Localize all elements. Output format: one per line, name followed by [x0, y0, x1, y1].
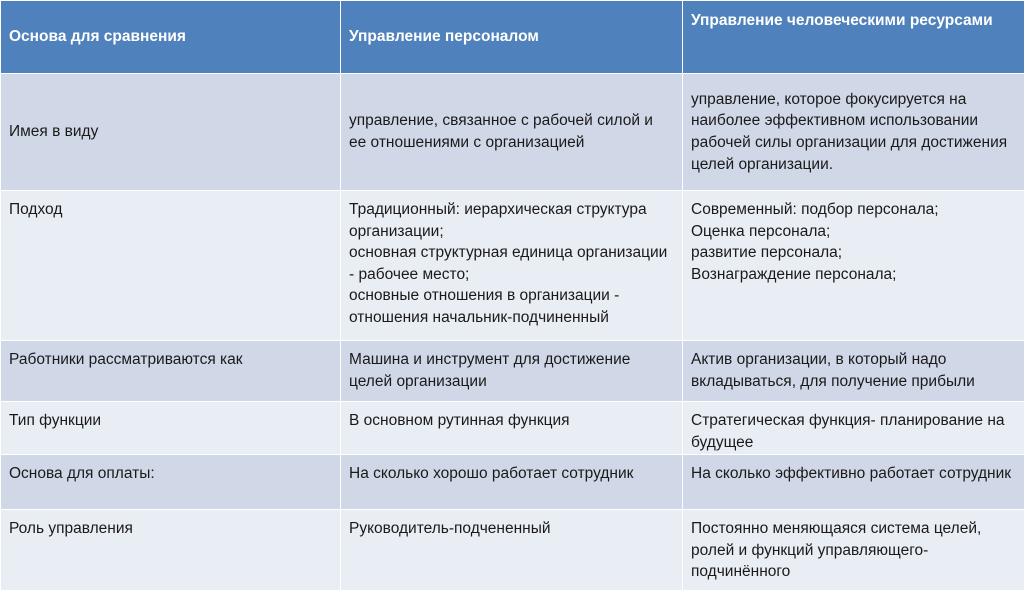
cell-personnel [341, 74, 683, 191]
cell-personnel [341, 455, 683, 510]
table-row [1, 455, 1024, 510]
cell-personnel [341, 191, 683, 341]
cell-personnel [341, 402, 683, 455]
table-row [1, 402, 1024, 455]
cell-basis [1, 402, 341, 455]
cell-text: Работники рассматриваются как [9, 341, 332, 371]
cell-text: управление, связанное с рабочей силой и ее отношениями с организацией [349, 112, 653, 151]
table-header-row [1, 1, 1024, 74]
cell-hr [683, 402, 1024, 455]
cell-text: Постоянно меняющаяся система целей, ролей и функций управляющего- подчинённого [691, 510, 1016, 583]
table-row [1, 191, 1024, 341]
cell-hr [683, 455, 1024, 510]
cell-text: Роль управления [9, 510, 332, 540]
cell-text: Традиционный: иерархическая структура организации; основная структурная единица организации - рабочее место; основные отношения в организации - отношения начальник-подчиненный [349, 191, 674, 329]
header-hr-management: Управление человеческими ресурсами [683, 1, 1024, 74]
header-personnel-management: Управление персоналом [341, 1, 683, 74]
cell-text: Руководитель-подчененный [349, 510, 674, 540]
cell-personnel [341, 510, 683, 591]
cell-text: Имея в виду [9, 123, 98, 140]
cell-basis [1, 510, 341, 591]
cell-text: Тип функции [9, 402, 332, 432]
cell-text: Актив организации, в который надо вкладываться, для получение прибыли [691, 341, 1016, 392]
table-row [1, 74, 1024, 191]
cell-hr [683, 510, 1024, 591]
cell-hr [683, 191, 1024, 341]
table-row [1, 341, 1024, 402]
cell-text: Основа для оплаты: [9, 455, 332, 485]
cell-text: управление, которое фокусируется на наиболее эффективном использовании рабочей силы организации для достижения целей организации. [691, 91, 1007, 173]
cell-text: В основном рутинная функция [349, 402, 674, 432]
cell-basis [1, 455, 341, 510]
cell-text: Машина и инструмент для достижение целей организации [349, 341, 674, 392]
table-row [1, 510, 1024, 591]
cell-text: Стратегическая функция- планирование на будущее [691, 402, 1016, 453]
cell-text: На сколько эффективно работает сотрудник [691, 455, 1016, 485]
cell-basis [1, 191, 341, 341]
cell-text: На сколько хорошо работает сотрудник [349, 455, 674, 485]
cell-hr [683, 74, 1024, 191]
header-basis: Основа для сравнения [1, 1, 341, 74]
cell-personnel [341, 341, 683, 402]
cell-text: Современный: подбор персонала; Оценка персонала; развитие персонала; Вознаграждение персонала; [691, 191, 1016, 285]
cell-basis [1, 74, 341, 191]
cell-basis [1, 341, 341, 402]
cell-hr [683, 341, 1024, 402]
cell-text: Подход [9, 191, 332, 221]
